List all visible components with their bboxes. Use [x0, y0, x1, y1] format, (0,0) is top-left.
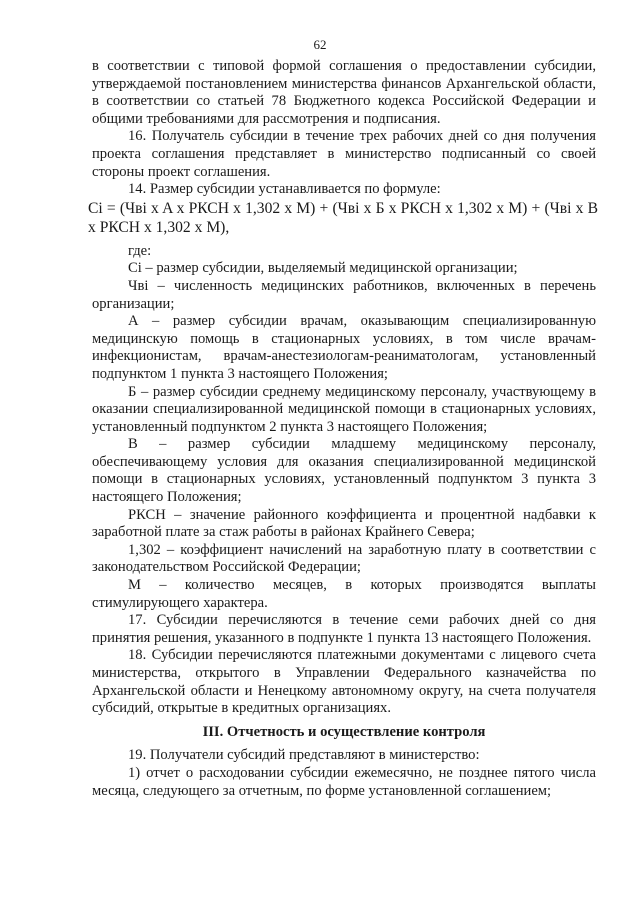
page-number: 62	[313, 37, 327, 52]
subsidy-formula: Ci = (Чві x A x РКСН x 1,302 x M) + (Чві x Б x РКСН x 1,302 x M) + (Чві x В x РКСН x 1,302 x M),	[88, 199, 598, 236]
paragraph-17: 17. Субсидии перечисляются в течение семи рабочих дней со дня принятия решения, указанного в подпункте 1 пункта 13 настоящего Положения.	[92, 612, 596, 646]
definition-ci: Ci – размер субсидии, выделяемый медицинской организации;	[128, 260, 518, 277]
document-body	[88, 58, 598, 800]
paragraph-18: 18. Субсидии перечисляются платежными документами с лицевого счета министерства, открытого в Управлении Федерального казначейства по Архангельской области и Ненецкому автономному округу, на счета получателя субсидий, открытые в кредитных организациях.	[92, 647, 596, 717]
paragraph-14: 14. Размер субсидии устанавливается по формуле:	[128, 181, 441, 198]
definition-v: В – размер субсидии младшему медицинскому персоналу, обеспечивающему условия для оказания специализированной медицинской помощи в стационарных условиях, установленный подпунктом 3 пункта 3 настоящего Положения;	[92, 436, 596, 506]
definition-a: А – размер субсидии врачам, оказывающим специализированную медицинскую помощь в стационарных условиях, в том числе врачам-инфекционистам, врачам-анестезиологам-реаниматологам, установленный подпунктом 1 пункта 3 настоящего Положения;	[92, 313, 596, 382]
definition-b: Б – размер субсидии среднему медицинскому персоналу, участвующему в оказании специализированной медицинской помощи в стационарных условиях, установленный подпунктом 2 пункта 3 настоящего Положения;	[92, 383, 596, 435]
section-heading: III. Отчетность и осуществление контроля	[202, 723, 486, 740]
where-label: где:	[128, 242, 152, 259]
definition-1302: 1,302 – коэффициент начислений на заработную плату в соответствии с законодательством Российской Федерации;	[92, 541, 596, 576]
paragraph-continuation: в соответствии с типовой формой соглашения о предоставлении субсидии, утверждаемой постановлением министерства финансов Архангельской области, в соответствии со статьей 78 Бюджетного кодекса Российской Федерации и общими требованиями для рассмотрения и подписания.	[92, 58, 596, 127]
definition-chvi: Чві – численность медицинских работников, включенных в перечень организации;	[92, 277, 596, 312]
paragraph-16: 16. Получатель субсидии в течение трех рабочих дней со дня получения проекта соглашения представляет в министерство подписанный со своей стороны проект соглашения.	[92, 128, 596, 180]
definition-rksn: РКСН – значение районного коэффициента и процентной надбавки к заработной плате за стаж работы в районах Крайнего Севера;	[92, 506, 596, 541]
paragraph-19: 19. Получатели субсидий представляют в министерство:	[128, 747, 480, 764]
definition-m: М – количество месяцев, в которых производятся выплаты стимулирующего характера.	[92, 577, 596, 611]
paragraph-19-item-1: 1) отчет о расходовании субсидии ежемесячно, не позднее пятого числа месяца, следующего за отчетным, по форме установленной соглашением;	[92, 764, 596, 799]
